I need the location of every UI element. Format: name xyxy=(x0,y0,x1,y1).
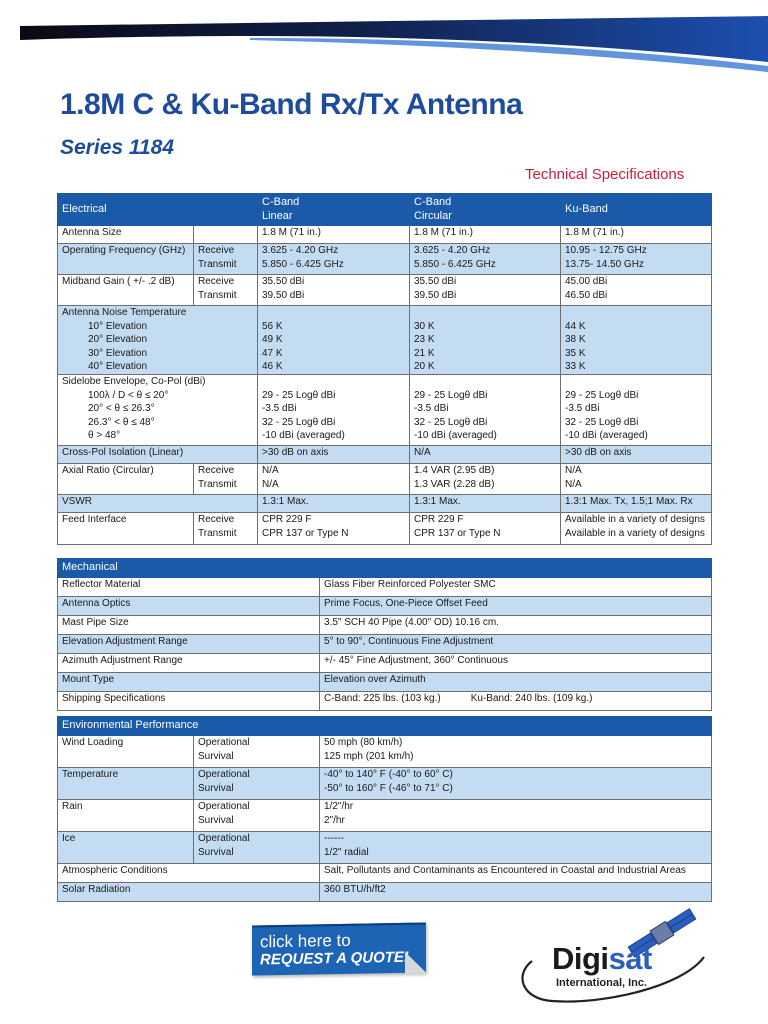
row-value: ------ 1/2" radial xyxy=(320,832,712,864)
company-logo xyxy=(512,905,708,1005)
row-value: Salt, Pollutants and Contaminants as Encountered in Coastal and Industrial Areas xyxy=(320,864,712,883)
row-value: 50 mph (80 km/h) 125 mph (201 km/h) xyxy=(320,736,712,768)
row-value: Prime Focus, One-Piece Offset Feed xyxy=(320,597,712,616)
logo-subtitle: International, Inc. xyxy=(556,977,648,989)
value-c-band-circular: 29 - 25 Logθ dBi -3.5 dBi 32 - 25 Logθ dBi -10 dBi (averaged) xyxy=(410,375,561,446)
table-row xyxy=(58,306,712,375)
shipping-c-band: C-Band: 225 lbs. (103 kg.) xyxy=(324,693,441,704)
environmental-header: Environmental Performance xyxy=(58,717,712,736)
row-label: Wind Loading xyxy=(58,736,194,768)
value-c-band-circular: 1.4 VAR (2.95 dB) 1.3 VAR (2.28 dB) xyxy=(410,464,561,495)
value-c-band-linear: 35.50 dBi 39.50 dBi xyxy=(258,275,410,306)
series-subtitle: Series 1184 xyxy=(60,136,175,159)
table-row xyxy=(58,673,712,692)
row-sub-label: θ > 48° xyxy=(88,430,121,441)
row-value: Glass Fiber Reinforced Polyester SMC xyxy=(320,578,712,597)
table-row xyxy=(58,513,712,545)
value-c-band-linear: 1.3:1 Max. xyxy=(258,495,410,513)
row-label: Axial Ratio (Circular) xyxy=(58,464,194,495)
row-label: Temperature xyxy=(58,768,194,800)
row-label: Ice xyxy=(58,832,194,864)
row-label: Azimuth Adjustment Range xyxy=(58,654,320,673)
row-label: Midband Gain ( +/- .2 dB) xyxy=(58,275,194,306)
electrical-header: Electrical xyxy=(58,194,258,226)
value-c-band-circular: 35.50 dBi 39.50 dBi xyxy=(410,275,561,306)
header-swoosh-banner xyxy=(0,0,768,80)
value-c-band-linear: CPR 229 F CPR 137 or Type N xyxy=(258,513,410,545)
row-sub-label: Operational Survival xyxy=(194,832,320,864)
electrical-header-row xyxy=(58,194,712,226)
value-ku-band: 1.8 M (71 in.) xyxy=(561,226,712,244)
header-ku-band: Ku-Band xyxy=(561,194,712,226)
row-value: 360 BTU/h/ft2 xyxy=(320,883,712,902)
row-sub-label: 20° < θ ≤ 26.3° xyxy=(88,403,155,414)
row-sub-label: Operational Survival xyxy=(194,800,320,832)
value-c-band-circular: 3.625 - 4.20 GHz 5.850 - 6.425 GHz xyxy=(410,244,561,275)
value-ku-band: 1.3:1 Max. Tx, 1.5;1 Max. Rx xyxy=(561,495,712,513)
row-label: Solar Radiation xyxy=(58,883,320,902)
row-label: Mast Pipe Size xyxy=(58,616,320,635)
table-row xyxy=(58,692,712,711)
value-ku-band: 45.00 dBi 46.50 dBi xyxy=(561,275,712,306)
table-row xyxy=(58,768,712,800)
value-c-band-circular: 1.3:1 Max. xyxy=(410,495,561,513)
value-ku-band: 10.95 - 12.75 GHz 13.75- 14.50 GHz xyxy=(561,244,712,275)
row-label: Sidelobe Envelope, Co-Pol (dBi) xyxy=(62,376,206,387)
value-c-band-linear: 29 - 25 Logθ dBi -3.5 dBi 32 - 25 Logθ dBi -10 dBi (averaged) xyxy=(258,375,410,446)
table-row xyxy=(58,446,712,464)
value-c-band-circular: 30 K 23 K 21 K 20 K xyxy=(410,306,561,375)
mechanical-spec-table xyxy=(57,558,712,711)
row-label: Antenna Size xyxy=(58,226,194,244)
row-sub-label: Operational Survival xyxy=(194,736,320,768)
electrical-spec-table xyxy=(57,193,712,545)
row-value: 5° to 90°, Continuous Fine Adjustment xyxy=(320,635,712,654)
table-row xyxy=(58,616,712,635)
value-c-band-linear: 56 K 49 K 47 K 46 K xyxy=(258,306,410,375)
row-label: Operating Frequency (GHz) xyxy=(58,244,194,275)
table-row xyxy=(58,654,712,673)
row-sub-label xyxy=(194,226,258,244)
logo-wordmark: Digisat xyxy=(552,941,652,976)
table-row xyxy=(58,883,712,902)
row-label: Rain xyxy=(58,800,194,832)
shipping-ku-band: Ku-Band: 240 lbs. (109 kg.) xyxy=(470,693,593,704)
environmental-spec-table xyxy=(57,716,712,902)
row-sub-label: 40° Elevation xyxy=(88,361,148,372)
row-sub-label: 10° Elevation xyxy=(88,320,148,332)
value-c-band-linear: 1.8 M (71 in.) xyxy=(258,226,410,244)
mechanical-header-row xyxy=(58,559,712,578)
quote-button-line1: click here to xyxy=(260,930,351,952)
table-row xyxy=(58,832,712,864)
row-value: Elevation over Azimuth xyxy=(320,673,712,692)
page-title: 1.8M C & Ku-Band Rx/Tx Antenna xyxy=(60,88,523,121)
value-ku-band: 44 K 38 K 35 K 33 K xyxy=(561,306,712,375)
table-row xyxy=(58,635,712,654)
table-row xyxy=(58,736,712,768)
page-curl-icon xyxy=(405,951,427,973)
table-row xyxy=(58,375,712,446)
table-row xyxy=(58,597,712,616)
value-c-band-circular: N/A xyxy=(410,446,561,464)
row-sub-label: 30° Elevation xyxy=(88,347,148,359)
section-label: Technical Specifications xyxy=(525,166,685,183)
row-value: 1/2"/hr 2"/hr xyxy=(320,800,712,832)
environmental-header-row xyxy=(58,717,712,736)
row-sub-label: 100λ / D < θ ≤ 20° xyxy=(88,389,169,401)
row-sub-label: 26.3° < θ ≤ 48° xyxy=(88,416,155,428)
row-label: Feed Interface xyxy=(58,513,194,545)
header-c-band-circular: C-Band Circular xyxy=(410,194,561,226)
table-row xyxy=(58,226,712,244)
header-c-band-linear: C-Band Linear xyxy=(258,194,410,226)
request-quote-button[interactable] xyxy=(252,922,426,975)
row-label: Antenna Noise Temperature xyxy=(62,307,187,318)
table-row xyxy=(58,275,712,306)
row-label: Atmospheric Conditions xyxy=(58,864,320,883)
row-label: Reflector Material xyxy=(58,578,320,597)
mechanical-header: Mechanical xyxy=(58,559,712,578)
row-value: -40° to 140° F (-40° to 60° C) -50° to 160° F (-46° to 71° C) xyxy=(320,768,712,800)
value-ku-band: 29 - 25 Logθ dBi -3.5 dBi 32 - 25 Logθ dBi -10 dBi (averaged) xyxy=(561,375,712,446)
value-c-band-linear: 3.625 - 4.20 GHz 5.850 - 6.425 GHz xyxy=(258,244,410,275)
table-row xyxy=(58,800,712,832)
row-label: Antenna Optics xyxy=(58,597,320,616)
row-label: Mount Type xyxy=(58,673,320,692)
row-sub-label: Receive Transmit xyxy=(194,275,258,306)
quote-button-line2: REQUEST A QUOTE! xyxy=(260,948,409,969)
row-sub-label: Operational Survival xyxy=(194,768,320,800)
row-sub-label: Receive Transmit xyxy=(194,513,258,545)
row-label: Cross-Pol Isolation (Linear) xyxy=(58,446,258,464)
row-label: VSWR xyxy=(58,495,258,513)
row-sub-label: 20° Elevation xyxy=(88,334,148,345)
table-row xyxy=(58,495,712,513)
row-sub-label: Receive Transmit xyxy=(194,244,258,275)
value-ku-band: N/A N/A xyxy=(561,464,712,495)
value-ku-band: Available in a variety of designs Available in a variety of designs xyxy=(561,513,712,545)
value-ku-band: >30 dB on axis xyxy=(561,446,712,464)
table-row xyxy=(58,244,712,275)
value-c-band-circular: 1.8 M (71 in.) xyxy=(410,226,561,244)
row-sub-label: Receive Transmit xyxy=(194,464,258,495)
table-row xyxy=(58,578,712,597)
row-label: Elevation Adjustment Range xyxy=(58,635,320,654)
row-value: 3.5" SCH 40 Pipe (4.00" OD) 10.16 cm. xyxy=(320,616,712,635)
value-c-band-circular: CPR 229 F CPR 137 or Type N xyxy=(410,513,561,545)
value-c-band-linear: >30 dB on axis xyxy=(258,446,410,464)
table-row xyxy=(58,864,712,883)
row-value: +/- 45° Fine Adjustment, 360° Continuous xyxy=(320,654,712,673)
row-label: Shipping Specifications xyxy=(58,692,320,711)
value-c-band-linear: N/A N/A xyxy=(258,464,410,495)
table-row xyxy=(58,464,712,495)
